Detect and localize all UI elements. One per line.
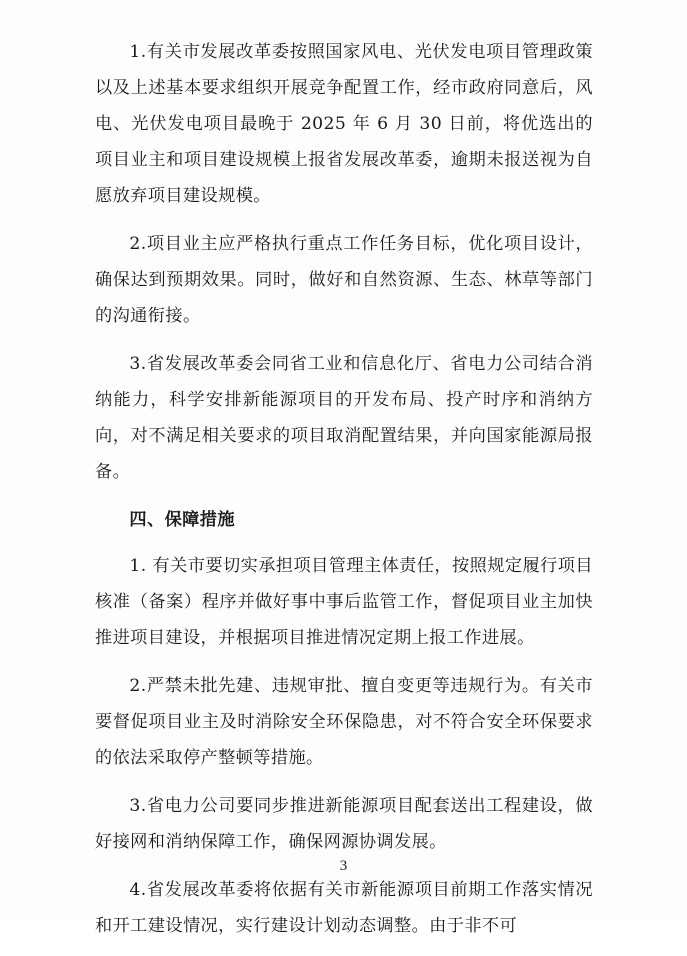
paragraph-4-1: 1. 有关市要切实承担项目管理主体责任，按照规定履行项目核准（备案）程序并做好事中事后监管工作，督促项目业主加快推进项目建设，并根据项目推进情况定期上报工作进展。 [95, 556, 593, 648]
paragraph-4-3: 3.省电力公司要同步推进新能源项目配套送出工程建设，做好接网和消纳保障工作，确保网源协调发展。 [95, 796, 593, 852]
paragraph-4-2: 2.严禁未批先建、违规审批、擅自变更等违规行为。有关市要督促项目业主及时消除安全环保隐患，对不符合安全环保要求的依法采取停产整顿等措施。 [95, 676, 593, 768]
document-body [95, 34, 593, 956]
page-number: 3 [339, 858, 348, 874]
paragraph-3-3: 3.省发展改革委会同省工业和信息化厅、省电力公司结合消纳能力，科学安排新能源项目的开发布局、投产时序和消纳方向，对不满足相关要求的项目取消配置结果，并向国家能源局报备。 [95, 354, 593, 482]
paragraph-4-4: 4.省发展改革委将依据有关市新能源项目前期工作落实情况和开工建设情况，实行建设计划动态调整。由于非不可 [95, 880, 593, 936]
paragraph-3-1: 1.有关市发展改革委按照国家风电、光伏发电项目管理政策以及上述基本要求组织开展竞争配置工作，经市政府同意后，风电、光伏发电项目最晚于 2025 年 6 月 30 日前，将优选出的项目业主和项目建设规模上报省发展改革委，逾期未报送视为自愿放弃项目建设规模。 [95, 42, 593, 206]
paragraph-3-2: 2.项目业主应严格执行重点工作任务目标，优化项目设计，确保达到预期效果。同时，做好和自然资源、生态、林草等部门的沟通衔接。 [95, 234, 593, 326]
section-heading-safeguards: 四、保障措施 [129, 510, 235, 530]
